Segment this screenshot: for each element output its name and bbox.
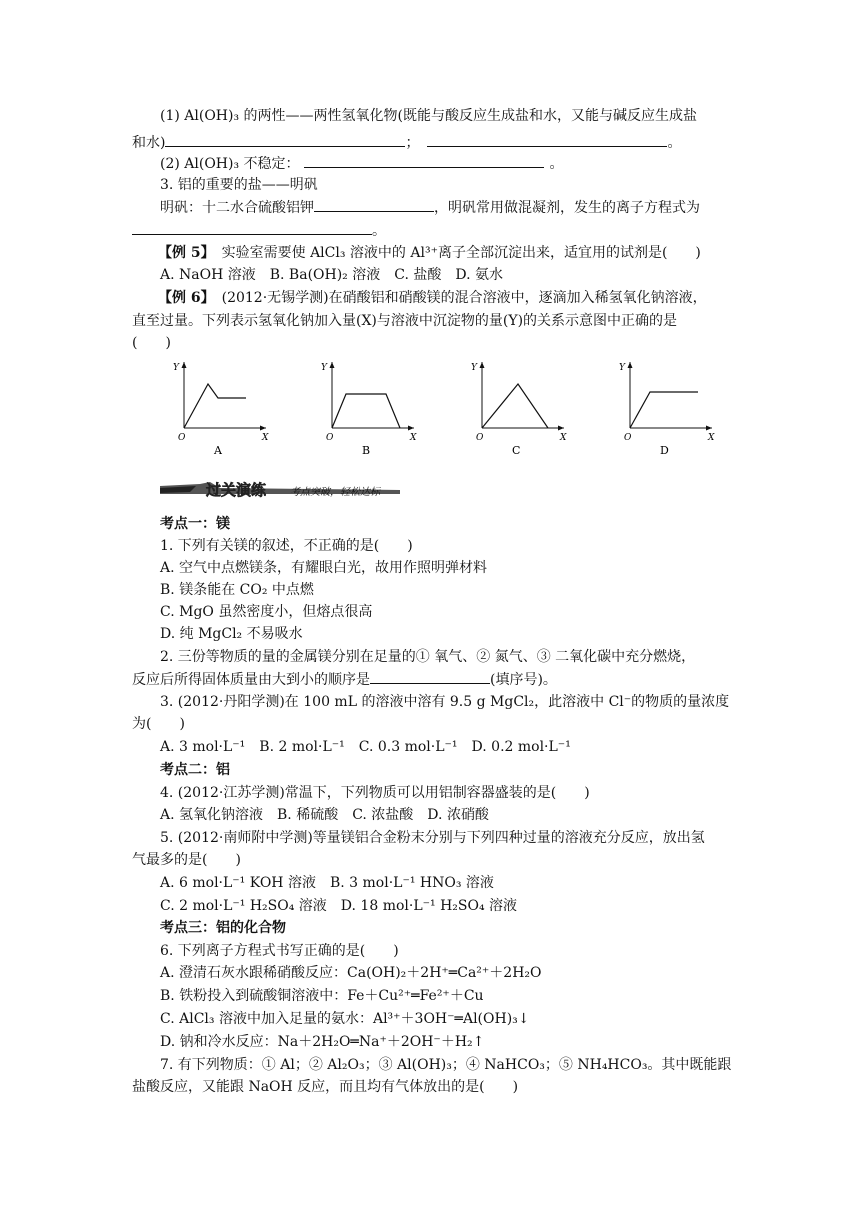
answer-blank[interactable]: [165, 132, 405, 147]
option: D. 纯 MgCl₂ 不易吸水: [160, 626, 303, 642]
chart-c: [468, 358, 578, 458]
curve: [482, 384, 548, 428]
y-arrow: [330, 362, 335, 368]
origin-label: O: [624, 433, 632, 443]
y-label: Y: [173, 363, 179, 373]
answer-blank[interactable]: [370, 669, 490, 684]
y-arrow: [182, 362, 187, 368]
x-arrow: [706, 426, 712, 431]
question-3: 3. (2012·丹阳学测)在 100 mL 的溶液中溶有 9.5 g MgCl₂，此溶液中 Cl⁻的物质的量浓度: [160, 694, 730, 710]
section-heading: 考点三：铝的化合物: [160, 920, 286, 936]
x-label: X: [262, 433, 269, 443]
text-line: 明矾：十二水合硫酸铝钾 ，明矾常用做混凝剂，发生的离子方程式为: [160, 197, 700, 218]
y-label: Y: [321, 363, 327, 373]
answer-blank[interactable]: [132, 220, 372, 235]
y-arrow: [628, 362, 633, 368]
text-line: 3. 铝的重要的盐——明矾: [160, 177, 318, 193]
question-6: 6. 下列离子方程式书写正确的是( ): [160, 943, 399, 959]
option: B. 铁粉投入到硫酸铜溶液中：Fe＋Cu²⁺═Fe²⁺＋Cu: [160, 988, 484, 1004]
text-line: ( ): [132, 335, 171, 351]
options: A. 6 mol·L⁻¹ KOH 溶液 B. 3 mol·L⁻¹ HNO₃ 溶液: [160, 875, 494, 891]
answer-blank[interactable]: [304, 153, 544, 168]
chart-label: B: [362, 444, 371, 457]
question-7: 7. 有下列物质：① Al；② Al₂O₃；③ Al(OH)₃；④ NaHCO₃；⑤ NH₄HCO₃。其中既能跟: [160, 1057, 732, 1073]
chart-label: C: [512, 444, 521, 457]
text-line: (1) Al(OH)₃ 的两性——两性氢氧化物(既能与酸反应生成盐和水，又能与碱反应生成盐: [160, 108, 698, 124]
origin-label: O: [326, 433, 334, 443]
y-label: Y: [619, 363, 625, 373]
curve: [184, 384, 246, 428]
option: C. AlCl₃ 溶液中加入足量的氨水：Al³⁺＋3OH⁻═Al(OH)₃↓: [160, 1011, 530, 1027]
section-heading: 考点一：镁: [160, 516, 230, 532]
question-2: 2. 三份等物质的量的金属镁分别在足量的① 氧气、② 氮气、③ 二氧化碳中充分燃烧，: [160, 649, 696, 665]
option: C. MgO 虽然密度小，但熔点很高: [160, 604, 373, 620]
text-line: 气最多的是( ): [132, 852, 241, 868]
y-arrow: [480, 362, 485, 368]
text-line: 为( ): [132, 716, 185, 732]
section-banner: [160, 480, 400, 500]
banner-title: 过关演练: [206, 481, 267, 499]
curve: [630, 392, 698, 428]
chart-label: A: [214, 444, 222, 457]
option: B. 镁条能在 CO₂ 中点燃: [160, 582, 314, 598]
question-5: 5. (2012·南师附中学测)等量镁铝合金粉末分别与下列四种过量的溶液充分反应，放出氢: [160, 830, 705, 846]
origin-label: O: [476, 433, 484, 443]
example-5: 【例 5】 实验室需要使 AlCl₃ 溶液中的 Al³⁺离子全部沉淀出来，适宜用的试剂是( ): [158, 245, 701, 261]
answer-blank[interactable]: [427, 132, 667, 147]
x-arrow: [260, 426, 266, 431]
x-label: X: [708, 433, 715, 443]
options: A. 3 mol·L⁻¹ B. 2 mol·L⁻¹ C. 0.3 mol·L⁻¹ D. 0.2 mol·L⁻¹: [160, 739, 571, 755]
text-line: 反应后所得固体质量由大到小的顺序是 (填序号)。: [132, 669, 557, 690]
chart-b: [318, 358, 428, 458]
origin-label: O: [178, 433, 186, 443]
example-5-options: A. NaOH 溶液 B. Ba(OH)₂ 溶液 C. 盐酸 D. 氨水: [160, 267, 503, 283]
text-line: 。: [132, 220, 386, 241]
answer-blank[interactable]: [314, 197, 434, 212]
chart-a: [170, 358, 280, 458]
chart-label: D: [660, 444, 669, 457]
example-6: 【例 6】 (2012·无锡学测)在硝酸铝和硝酸镁的混合溶液中，逐滴加入稀氢氧化钠溶液，: [158, 290, 707, 306]
y-label: Y: [471, 363, 477, 373]
x-arrow: [558, 426, 564, 431]
text-line: 直至过量。下列表示氢氧化钠加入量(X)与溶液中沉淀物的量(Y)的关系示意图中正确的是: [132, 313, 678, 329]
banner-subtitle: 考点突破，轻松达标: [290, 487, 380, 498]
option: D. 钠和冷水反应：Na＋2H₂O═Na⁺＋2OH⁻＋H₂↑: [160, 1034, 485, 1050]
curve: [332, 394, 400, 428]
text-line: (2) Al(OH)₃ 不稳定： 。: [160, 153, 564, 174]
question-1: 1. 下列有关镁的叙述，不正确的是( ): [160, 538, 413, 554]
question-4: 4. (2012·江苏学测)常温下，下列物质可以用铝制容器盛装的是( ): [160, 785, 590, 801]
chart-d: [616, 358, 726, 458]
options: C. 2 mol·L⁻¹ H₂SO₄ 溶液 D. 18 mol·L⁻¹ H₂SO₄ 溶液: [160, 898, 518, 914]
section-heading: 考点二：铝: [160, 762, 230, 778]
option: A. 空气中点燃镁条，有耀眼白光，故用作照明弹材料: [160, 560, 488, 576]
text-line: 盐酸反应，又能跟 NaOH 反应，而且均有气体放出的是( ): [132, 1079, 519, 1095]
x-label: X: [560, 433, 567, 443]
x-arrow: [408, 426, 414, 431]
text-line: 和水) ； 。: [132, 132, 681, 153]
options: A. 氢氧化钠溶液 B. 稀硫酸 C. 浓盐酸 D. 浓硝酸: [160, 807, 489, 823]
x-label: X: [410, 433, 417, 443]
option: A. 澄清石灰水跟稀硝酸反应：Ca(OH)₂＋2H⁺═Ca²⁺＋2H₂O: [160, 965, 542, 981]
